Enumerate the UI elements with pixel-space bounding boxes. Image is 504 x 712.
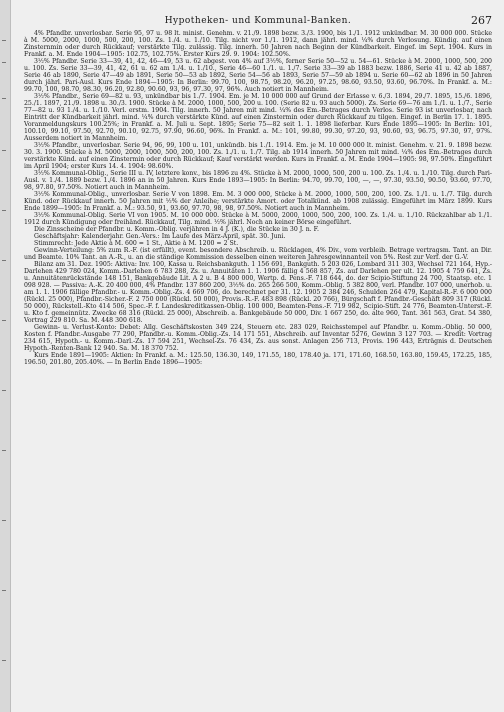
gutter-mark — [2, 98, 6, 99]
gutter-mark — [2, 390, 6, 391]
gutter-mark — [2, 210, 6, 211]
document-page — [24, 0, 492, 712]
paragraph-geschaeftsjahr: Geschäftsjahr: Kalenderjahr. Gen.-Vers.: Im Laufe des März-April, spät. 30. Juni. — [34, 233, 286, 240]
gutter-mark — [2, 590, 6, 591]
gutter-mark — [2, 260, 6, 261]
paragraph-bilanz: Bilanz am 31. Dez. 1905: Aktiva: Inv. 100, Kassa u. Reichsbankguth. 1 156 691, Bankguth. 5 203 026, Lombard 311 303, Wechsel 721 164, Hyp.-Darlehen 429 780 024, Komm.-Darlehen 6 783 288, Zs. u. Annuitäten 1. 1. 1906 fällig 4 568 857, Zs. auf Darlehen per ult. 12. 1905 4 759 641, Zs. u. Annuitätenrückstände 148 151, Bankgebäude Lit. A 2 u. B 4 800 000, Wertp. d. Pens.-F. 718 644, do. der Scipio-Stiftung 24 700, Staatsp. etc. 1 098 928. — Passiva: A.-K. 20 400 000, 4% Pfandbr. 137 860 200, 3½% do. 265 266 500, Komm.-Oblig. 5 382 800, verl. Pfandbr. 107 000, unerhob. u. am 1. 1. 1906 fällige Pfandbr.- u. Komm.-Oblig.-Zs. 4 669 706, do. berechnet per 31. 12. 1905 2 384 246, Schulden 264 479, Kapital-R.-F. 6 000 000 (Rückl. 25 000), Pfandbr.-Sicher.-F. 2 750 000 (Rückl. 50 000), Provis.-R.-F. 483 898 (Rückl. 20 766), Bürgschaft f. Pfandbr.-Geschäft 809 317 (Rückl. 50 000), Rückstell.-Kto 414 506, Spec.-F. f. Landeskreditkassen-Oblig. 100 000, Beamten-Pens.-F. 719 982, Scipio-Stift. 24 776, Beamten-Unterst.-F. u. Kto f. gemeinnütz. Zwecke 68 316 (Rückl. 25 000), Abschreib. a. Bankgebäude 50 000, Div. 1 667 250, do. alte 960, Tant. 361 563, Grat. 54 380, Vortrag 229 810. Sa. M. 448 300 618. — [24, 261, 492, 324]
paragraph-kommunal-oblig-6: 3½% Kommunal-Oblig. Serie VI von 1905. M. 10 000 000. Stücke à M. 5000, 2000, 1000, 500, 200, 100. Zs. 1./4. u. 1./10. Rückzahlbar ab 1./1. 1912 durch Kündigung oder freihänd. Rückkauf, Tilg. mind. ½% jährl. Noch an keiner Börse eingeführt. — [24, 212, 492, 226]
page-gutter — [0, 0, 11, 712]
paragraph-zinsscheine: Die Zinsscheine der Pfandbr. u. Komm.-Oblig. verjähren in 4 J. (K.), die Stücke in 30 J. n. F. — [34, 226, 319, 233]
gutter-mark — [2, 660, 6, 661]
paragraph-pfandbr-3-5pct-a: 3½% Pfandbr. Serie 33—39, 41, 42, 46—49, 53 u. 62 abgest. von 4% auf 3½%, ferner Serie 50—52 u. 54—61. Stücke à M. 2000, 1000, 500, 200 u. 100. Zs. Serie 33—39, 41, 42, 61 u. 62 am 1./4. u. 1./10., Serie 46—60 1./1. u. 1./7. Serie 33—39 ab 1883 bezw. 1886, Serie 41 u. 42 ab 1887, Serie 46 ab 1890, Serie 47—49 ab 1891, Serie 50—53 ab 1892, Serie 54—56 ab 1893, Serie 57—59 ab 1894 u. Serie 60—62 ab 1896 in 50 Jahren durch jährl. Pari-Ausl. Kurs Ende 1894—1905: In Berlin: 99.70, 100, 98.75, 98.20, 96.20, 97.25, 98.60, 93.50, 93.60, 96.70%. In Frankf. a. M.: 99.70, 100, 98.70, 98.30, 96.20, 92.80, 90.60, 93, 96, 97.30, 97, 96%. Auch notiert in Mannheim. — [24, 58, 492, 93]
paragraph-gewinn-verteilung: Gewinn-Verteilung: 5% zum R.-F. (ist erfüllt), event. besondere Abschreib. u. Rücklagen, 4% Div., vom verbleib. Betrage vertragsm. Tant. an Dir. und Beamte. 10% Tant. an A.-R., u. an die ständige Kommission desselben einen weiteren Jahresgewinnanteil von 5%. Rest zur Verf. der G.-V. — [24, 247, 492, 261]
paragraph-stimmrecht: Stimmrecht: Jede Aktie à M. 600 = 1 St., Aktie à M. 1200 = 2 St. — [34, 240, 239, 247]
paragraph-kommunal-oblig-3-4: 3½% Kommunal-Oblig., Serie III u. IV, letztere konv., bis 1896 zu 4%. Stücke à M. 2000, 1000, 500, 200 u. 100. Zs. 1./4. u. 1./10. Tilg. durch Pari-Ausl. v. 1./4. 1889 bezw. 1./4. 1896 an in 50 Jahren. Kurs Ende 1893—1905: In Berlin: 94.70, 99.70, 100, —, —, 97.30, 93.50, 90.50, 93.60, 97.70, 98, 97.80, 97.50%. Notiert auch in Mannheim. — [24, 170, 492, 191]
gutter-mark — [2, 320, 6, 321]
page-header — [24, 0, 492, 30]
document-body — [24, 30, 492, 366]
gutter-mark — [2, 450, 6, 451]
paragraph-gewinn-verlust: Gewinn- u. Verlust-Konto: Debet: Allg. Geschäftskosten 349 224, Steuern etc. 283 029, Reichsstempel auf Pfandbr. u. Komm.-Oblig. 50 000, Kosten f. Pfandbr.-Ausgabe 77 290, Pfandbr.-u. Komm.-Oblig.-Zs. 14 171 551, Abschreib. auf Inventar 5276, Gewinn 3 127 703. — Kredit: Vortrag 234 615, Hypoth.- u. Komm.-Darl.-Zs. 17 594 251, Wechsel-Zs. 76 434, Zs. aus sonst. Anlagen 256 713, Provis. 196 443, Erträgnis d. Deutschen Hypoth.-Renten-Bank 12 940. Sa. M. 18 370 752. — [24, 324, 492, 352]
paragraph-pfandbr-4pct: 4% Pfandbr. unverlosbar. Serie 95, 97 u. 98 lt. minist. Genehm. v. 21./9. 1898 bezw. 3./3. 1900, bis 1./1. 1912 unkündbar. M. 30 000 000. Stücke à M. 5000, 2000, 1000, 500, 200, 100. Zs. 1./4. u. 1./10. Tilg. nicht vor 1./1. 1912, dann jährl. mind. ¼% durch Verlosung. Kündig. auf einen Zinsternmin oder durch Rückkauf; verstärkte Tilg. zulässig. Tilg. innerh. 50 Jahren nach Beginn der Kündbarkeit. Eingef. im Sept. 1904. Kurs in Frankf. a. M. Ende 1904—1905: 102.75, 102.75%. Erster Kurs 29. 9. 1904: 102.50%. — [24, 30, 492, 58]
gutter-mark — [2, 520, 6, 521]
gutter-mark — [2, 150, 6, 151]
paragraph-kommunal-oblig-5: 3½% Kommunal-Oblig., unverlosbar. Serie V von 1898. Em. M. 3 000 000, Stücke à M. 2000, 1000, 500, 200, 100. Zs. 1./1. u. 1./7. Tilg. durch Künd. oder Rückkauf innerh. 50 Jahren mit ½% der Anleihe; verstärkte Amort. oder Totalkünd. ab 1908 zulässig. Eingeführt im März 1899. Kurs Ende 1899—1905: In Frankf. a. M.: 93.50, 91, 93.60, 97.70, 98, 98, 97.50%. Notiert auch in Mannheim. — [24, 191, 492, 212]
paragraph-pfandbr-3-5pct-b: 3½% Pfandbr., Serie 69—82 u. 93, unkündbar bis 1./7. 1904. Em. je M. 10 000 000 auf Grund der Erlasse v. 6./3. 1894, 29./7. 1895, 15./6. 1896, 25./1. 1897, 21./9. 1898 u. 30./3. 1900. Stücke à M. 2000, 1000, 500, 200 u. 100. (Serie 82 u. 93 auch 5000). Zs. Serie 69—76 am 1./1. u. 1./7., Serie 77—82 u. 93 1./4. u. 1./10. Verl. erstm. 1904. Tilg. innerh. 50 Jahren mit mind. ¼% des Em.-Betrages durch Verlos. Serie 93 ist unverlosbar, nach Eintritt der Kündbarkeit jährl. mind. ¼% durch verstärkte Künd. auf einen Zinstermin oder durch Rückkauf zu tilgen. Eingef. in Berlin 17. 1. 1895. Voranmeldungskurs 100.25%; in Frankf. a. M. Juli u. Sept. 1895; Serie 75—82 seit 1. 1. 1898 lieferbar. Kurs Ende 1895—1905: In Berlin: 101, 100.10, 99.10, 97.50, 92.70, 90.10, 92.75, 97.90, 96.60, 96%. In Frankf. a. M.: 101, 99.80, 99.30, 97.20, 93, 90.60, 93, 96.75, 97.30, 97, 97%. Ausserdem notiert in Mannheim. — [24, 93, 492, 142]
paragraph-kurs: Kurs Ende 1891—1905: Aktien: In Frankf. a. M.: 125.50, 136.30, 149, 171.55, 180, 178.40 ja. 171, 171.60, 168.50, 163.80, 159.45, 172.25, 185, 196.50, 201.80, 205.40%. — In Berlin Ende 1896—1905: — [24, 352, 492, 366]
running-title: Hypotheken- und Kommunal-Banken. — [164, 16, 352, 26]
gutter-mark — [2, 40, 6, 41]
paragraph-pfandbr-3-5pct-unverlosbar: 3½% Pfandbr., unverlosbar. Serie 94, 96, 99, 100 u. 101, unkündb. bis 1./1. 1914. Em. je M. 10 000 000 lt. minist. Genehm. v. 21. 9. 1898 bezw. 30. 3. 1900. Stücke à M. 5000, 2000, 1000, 500, 200, 100. Zs. 1./1. u. 1./7. Tilg. ab 1914 innerh. 50 Jahren mit mind. ¼% des Em.-Betrages durch verstärkte Künd. auf einen Zinstermin oder durch Rückkauf; Kauf verstärkt werden. Kurs in Frankf. a. M. Ende 1904—1905: 98, 97.50%. Eingeführt im April 1904; erster Kurs 14. 4. 1904: 98.60%. — [24, 142, 492, 170]
gutter-mark — [2, 62, 6, 63]
page-number: 267 — [471, 14, 492, 27]
